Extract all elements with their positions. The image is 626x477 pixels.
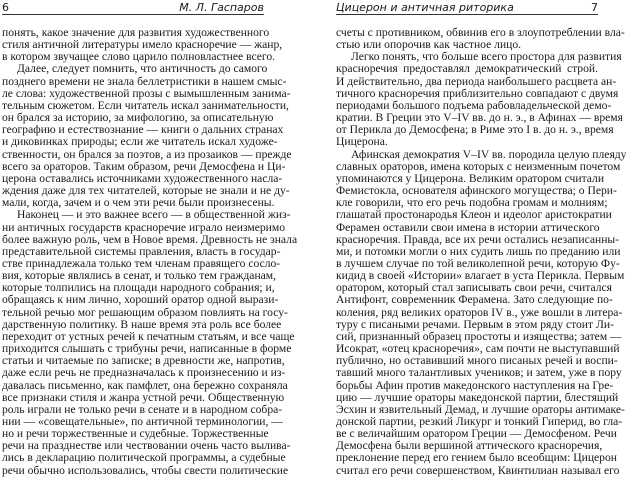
text-line: Далее, следует помнить, что античность до самого <box>17 62 268 76</box>
text-line: всего за ораторов. Таким образом, речи Демосфена и Ци- <box>2 159 286 173</box>
text-line: оратором, который стал записывать свои речи, считался <box>336 281 612 295</box>
left-page <box>2 0 298 477</box>
text-line: и диковинках природы; если же читатель искал художе- <box>2 135 278 149</box>
text-line: Наконец — и это важнее всего — в общественной жиз- <box>17 208 291 222</box>
text-line: кратии. В Греции это V–IV вв. до н. э., в Афинах — время <box>336 111 623 125</box>
right-page <box>336 0 626 477</box>
text-line: тавший много талантливых учеников; и затем, уже в пору <box>336 366 622 380</box>
text-line: ве с величайшим оратором Греции — Демосфеном. Речи <box>336 427 617 441</box>
text-line: борьбы Афин против македонского наступления на Гре- <box>336 378 614 392</box>
text-line: стиля античной литературы имело красноречие — жанр, <box>2 38 283 52</box>
page-number: 6 <box>2 1 9 14</box>
text-line: речи на празднестве или чествовании очень часто вылива- <box>2 439 291 453</box>
text-line: понять, какое значение для развития художественного <box>2 26 270 39</box>
text-line: роль играли не только речи в сенате и в народном собра- <box>2 402 283 416</box>
text-line: сий, признанный образец простоты и изящества; затем — <box>336 329 622 343</box>
text-line: более важную роль, чем в Новое время. Древность не знала <box>2 232 298 246</box>
text-line: ственности, он брался за поэтов, а из прозаиков — прежде <box>2 147 292 161</box>
text-line: Фемистокла, основателя афинского могущества; о Пери- <box>336 184 617 198</box>
text-line: стве принадлежала только тем членам правящего сосло- <box>2 256 281 270</box>
text-line: Цицерона. <box>336 135 388 149</box>
text-line: славных ораторов, имена которых с неизменным почетом <box>336 159 621 173</box>
text-line: И действительно, два периода наибольшего расцвета ан- <box>336 74 617 88</box>
text-line: кле говорили, что его речь подобна громам и молниям; <box>336 196 608 210</box>
text-line: статьи и читаемые по записке; в древности же, напротив, <box>2 354 285 368</box>
text-line: цию — лучшие ораторы македонской партии, блестящий <box>336 390 619 404</box>
text-line: позднего времени не знала беллетристики в нашем смыс- <box>2 74 287 88</box>
text-line: тельным сюжетом. Если читатель искал занимательности, <box>2 98 289 112</box>
text-line: периодами большого подъема рабовладельческой демо- <box>336 98 612 112</box>
text-line: нии — «совещательные», по античной терминологии, — <box>2 415 283 428</box>
body-text <box>336 26 626 477</box>
text-line: Демосфена были вершиной аттического красноречия, <box>336 439 603 453</box>
header-rule <box>336 14 598 15</box>
running-title: М. Л. Гаспаров <box>179 1 264 14</box>
text-line: даже если речь не предназначалась к произнесению и из- <box>2 366 286 380</box>
text-line: глашатай простонародья Клеон и идеолог аристократии <box>336 208 612 222</box>
text-line: от Перикла до Демосфена; в Риме это I в. до н. э., время <box>336 123 614 137</box>
text-line: публично, но оставивший много писаных речей и воспи- <box>336 354 618 368</box>
running-title: Цицерон и античная риторика <box>336 1 514 14</box>
text-line: Легко понять, что больше всего простора для развития <box>351 50 622 64</box>
text-line: тичного красноречия приблизительно совпадают с двумя <box>336 86 619 100</box>
text-line: ми, и потомки могли о них судить лишь по преданию или <box>336 244 621 258</box>
text-line: ни античных государств красноречие играло неизмеримо <box>2 220 286 234</box>
text-line: коления, ряд великих ораторов IV в., уже вошли в литера- <box>336 305 623 319</box>
text-line: церона оставались источниками художественного насла- <box>2 171 283 185</box>
text-line: мали, когда, зачем и о чем эти речи были произнесены. <box>2 196 275 210</box>
running-head <box>336 1 598 14</box>
text-line: донской партии, резкий Ликург и тонкий Гиперид, во гла- <box>336 415 623 428</box>
text-line: стью или опорочив как частное лицо. <box>336 38 522 52</box>
text-line: Исократ, «отец красноречия», сам почти не выступавший <box>336 342 620 356</box>
text-line: Эсхин и язвительный Демад, и лучшие ораторы антимаке- <box>336 402 625 416</box>
text-line: обращаясь к ним лично, хороший оратор одной вырази- <box>2 293 279 307</box>
text-line: географию и естествознание — книги о дальних странах <box>2 123 284 137</box>
text-line: считал его речи совершенством, Квинтилиан называл его <box>336 463 620 477</box>
text-line: дарственную политику. В наше время эта роль все более <box>2 317 282 331</box>
text-line: упоминаются у Цицерона. Великим оратором считали <box>336 171 605 185</box>
text-line: переходит от устных речей к печатным статьям, и все чаще <box>2 329 295 343</box>
text-line: ле слова: художественной прозы с вымышленным занима- <box>2 86 291 100</box>
text-line: все признаки стиля и жанра устной речи. Общественную <box>2 390 285 404</box>
text-line: лись в декларацию политической программы, а судебные <box>2 451 286 465</box>
text-line: но и речи торжественные и судебные. Торжественные <box>2 427 269 441</box>
text-line: представительной системы правления, власть в государ- <box>2 244 281 258</box>
text-line: красноречия. Правда, все их речи остались незаписанны- <box>336 232 620 246</box>
text-line: счеты с противником, обвинив его в злоупотреблении вла- <box>336 26 625 39</box>
text-line: преклонение перед его гением было всеобщим: Цицерон <box>336 451 617 465</box>
running-head <box>2 1 264 14</box>
text-line: в котором звучащее слово царило полновластнее всего. <box>2 50 276 64</box>
text-line: ждения даже для тех читателей, которые не знали и не ду- <box>2 184 290 198</box>
header-rule <box>2 14 264 15</box>
text-line: в лучшем случае по той великолепной речи, которую Фу- <box>336 256 620 270</box>
text-line: которые толпились на площади народного собрания; и, <box>2 281 275 295</box>
text-line: туру с писаными речами. Первым в этом ряду стоит Ли- <box>336 317 614 331</box>
text-line: приходится слышать с трибуны речи, написанные в форме <box>2 342 292 356</box>
text-line: он брался за историю, за мифологию, за описательную <box>2 111 274 125</box>
text-line: Ферамен оставили свои имена в истории аттического <box>336 220 600 234</box>
text-line: Антифонт, современник Ферамена. Зато следующие по- <box>336 293 613 307</box>
text-line: речи обычно использовались, чтобы свести политические <box>2 463 289 477</box>
text-line: давалась письменно, как памфлет, она бережно сохраняла <box>2 378 288 392</box>
text-line: тельной речью мог решающим образом повлиять на госу- <box>2 305 288 319</box>
text-line: кидид в своей «Истории» влагает в уста Перикла. Первым <box>336 269 625 283</box>
text-line: Афинская демократия V–IV вв. породила целую плеяду <box>351 147 626 161</box>
text-line: красноречия предоставлял демократический строй. <box>336 62 598 76</box>
text-line: вия, которые являлись в сенат, и только тем гражданам, <box>2 269 277 283</box>
body-text <box>2 26 298 477</box>
page-number: 7 <box>591 1 598 14</box>
